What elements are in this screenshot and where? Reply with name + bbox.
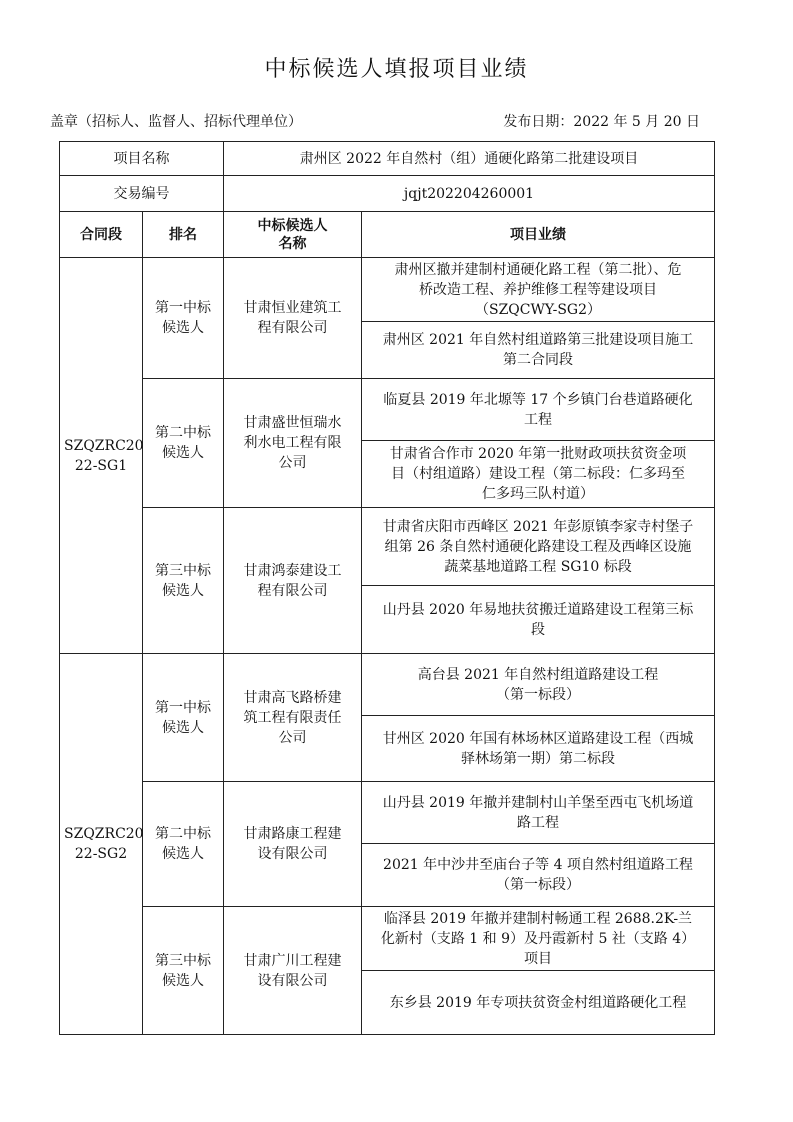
candidate-rank: 第二中标 候选人 xyxy=(143,379,224,508)
project-item: 山丹县 2020 年易地扶贫搬迁道路建设工程第三标 段 xyxy=(362,586,715,654)
candidate-name: 甘肃恒业建筑工 程有限公司 xyxy=(224,258,362,379)
project-name-row xyxy=(60,142,715,176)
candidate-rank: 第三中标 候选人 xyxy=(143,508,224,654)
project-item: 高台县 2021 年自然村组道路建设工程 （第一标段） xyxy=(362,654,715,716)
trade-no-row xyxy=(60,176,715,212)
project-item: 肃州区撤并建制村通硬化路工程（第二批）、危 桥改造工程、养护维修工程等建设项目 （SZQCWY-SG2） xyxy=(362,258,715,322)
header-rank: 排名 xyxy=(143,212,224,258)
project-item: 甘肃省合作市 2020 年第一批财政项扶贫资金项 目（村组道路）建设工程（第二标段：仁多玛至 仁多玛三队村道） xyxy=(362,441,715,508)
project-item: 临夏县 2019 年北塬等 17 个乡镇门台巷道路硬化 工程 xyxy=(362,379,715,441)
seal-label: 盖章（招标人、监督人、招标代理单位） xyxy=(50,114,302,130)
table-row xyxy=(60,654,715,716)
header-performance: 项目业绩 xyxy=(362,212,715,258)
publish-date: 发布日期：2022 年 5 月 20 日 xyxy=(503,114,700,130)
table-row xyxy=(60,258,715,322)
trade-no-value: jqjt202204260001 xyxy=(224,176,715,212)
project-name-value: 肃州区 2022 年自然村（组）通硬化路第二批建设项目 xyxy=(224,142,715,176)
project-item: 肃州区 2021 年自然村组道路第三批建设项目施工 第二合同段 xyxy=(362,322,715,379)
section-code: SZQZRC20 22-SG2 xyxy=(60,654,143,1035)
page-title: 中标候选人填报项目业绩 xyxy=(264,57,529,82)
header-candidate: 中标候选人 名称 xyxy=(224,212,362,258)
table-row xyxy=(60,379,715,441)
candidate-name: 甘肃鸿泰建设工 程有限公司 xyxy=(224,508,362,654)
performance-table xyxy=(59,141,715,1035)
project-name-label: 项目名称 xyxy=(60,142,224,176)
candidate-name: 甘肃高飞路桥建 筑工程有限责任 公司 xyxy=(224,654,362,782)
candidate-rank: 第二中标 候选人 xyxy=(143,782,224,907)
candidate-rank: 第一中标 候选人 xyxy=(143,654,224,782)
section-code: SZQZRC20 22-SG1 xyxy=(60,258,143,654)
candidate-rank: 第一中标 候选人 xyxy=(143,258,224,379)
candidate-rank: 第三中标 候选人 xyxy=(143,907,224,1035)
table-header-row xyxy=(60,212,715,258)
table-row xyxy=(60,508,715,586)
candidate-name: 甘肃路康工程建 设有限公司 xyxy=(224,782,362,907)
project-item: 临泽县 2019 年撤并建制村畅通工程 2688.2K-兰 化新村（支路 1 和 9）及丹霞新村 5 社（支路 4） 项目 xyxy=(362,907,715,971)
candidate-name: 甘肃盛世恒瑞水 利水电工程有限 公司 xyxy=(224,379,362,508)
project-item: 东乡县 2019 年专项扶贫资金村组道路硬化工程 xyxy=(362,971,715,1035)
project-item: 2021 年中沙井至庙台子等 4 项自然村组道路工程 （第一标段） xyxy=(362,844,715,907)
table-row xyxy=(60,782,715,844)
header-section: 合同段 xyxy=(60,212,143,258)
table-row xyxy=(60,907,715,971)
trade-no-label: 交易编号 xyxy=(60,176,224,212)
candidate-name: 甘肃广川工程建 设有限公司 xyxy=(224,907,362,1035)
project-item: 山丹县 2019 年撤并建制村山羊堡至西屯飞机场道 路工程 xyxy=(362,782,715,844)
project-item: 甘州区 2020 年国有林场林区道路建设工程（西城 驿林场第一期）第二标段 xyxy=(362,716,715,782)
project-item: 甘肃省庆阳市西峰区 2021 年彭原镇李家寺村堡子 组第 26 条自然村通硬化路建设工程及西峰区设施 蔬菜基地道路工程 SG10 标段 xyxy=(362,508,715,586)
